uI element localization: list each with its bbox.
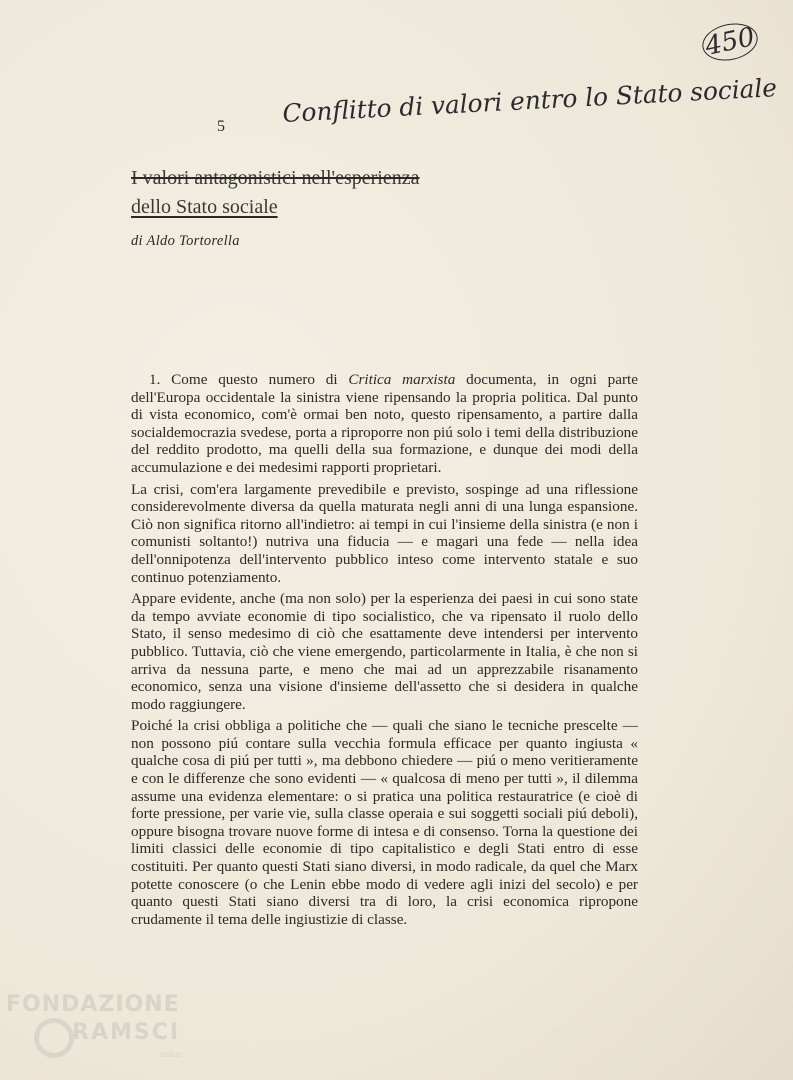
watermark-line-2: RAMSCI	[72, 1020, 181, 1045]
archive-number-annotation: 450	[699, 19, 761, 66]
handwritten-title-text: Conflitto di valori entro lo Stato sociale	[281, 72, 783, 128]
paragraph: Appare evidente, anche (ma non solo) per la esperienza dei paesi in cui sono state da tempo avviate economie di tipo socialistico, che va ripensato il ruolo dello Stato, il senso medesimo di ciò che esattamente deve intendersi per intervento pubblico. Tuttavia, ciò che viene emergendo, particolarmente in Italia, è che non si arriva da nessuna parte, e meno che mai ad un apprezzabile risanamento economico, senza una visione d'insieme dell'assetto che si desidera in qualche modo raggiungere.	[131, 590, 638, 713]
article-title	[131, 164, 420, 222]
title-line-2: dello Stato sociale	[131, 196, 278, 218]
watermark-g-logo-icon	[34, 1018, 74, 1058]
paragraph: 1. Come questo numero di Critica marxista documenta, in ogni parte dell'Europa occidentale la sinistra viene ripensando la propria politica. Dal punto di vista economico, com'è ormai ben noto, questo ripensamento, a partire dalla socialdemocrazia svedese, porta a riproporre non piú solo i temi della distribuzione del reddito prodotto, ma quelli della sua formazione, e dunque dei modi della accumulazione e dei medesimi rapporti proprietari.	[131, 371, 638, 476]
paragraph: Poiché la crisi obbliga a politiche che — quali che siano le tecniche prescelte — non possono piú contare sulla vecchia formula efficace per quanto ingiusta « qualche cosa di piú per tutti », ma debbono chiedere — piú o meno veritieramente e con le differenze che sono evidenti — « qualcosa di meno per tutti », il dilemma assume una evidenza elementare: o si pratica una politica restauratrice (e cioè di forte pressione, per varie vie, sulla classe operaia e sui soggetti sociali piú deboli), oppure bisogna trovare nuove forme di intesa e di consenso. Torna la questione dei limiti classici delle economie di tipo capitalistico e degli Stati entro di esse costituiti. Per quanto questi Stati siano diversi, in modo radicale, da quel che Marx potette conoscere (o che Lenin ebbe modo di vedere agli inizi del secolo) e per quanto questi Stati siano diversi tra di loro, la crisi economica ripropone crudamente il tema delle ingiustizie di classe.	[131, 717, 638, 928]
handwritten-title-annotation	[281, 72, 783, 142]
watermark-line-1: FONDAZIONE	[6, 992, 180, 1017]
fondazione-gramsci-watermark	[0, 990, 200, 1074]
watermark-line-3: onlus	[160, 1050, 182, 1059]
article-body	[131, 371, 638, 932]
paragraph: La crisi, com'era largamente prevedibile e previsto, sospinge ad una riflessione considerevolmente diversa da quella maturata negli anni di una lunga espansione. Ciò non significa ritorno all'indietro: ai tempi in cui l'insieme della sinistra (e non i comunisti soltanto!) nutriva una fiducia — e magari una fede — nella idea dell'onnipotenza dell'intervento pubblico inteso come intervento statale e suo continuo potenziamento.	[131, 480, 638, 586]
handwritten-title-svg	[281, 72, 783, 142]
author-byline: di Aldo Tortorella	[131, 233, 240, 249]
title-line-1: I valori antagonistici nell'esperienza	[131, 167, 420, 189]
page-number: 5	[217, 118, 225, 135]
